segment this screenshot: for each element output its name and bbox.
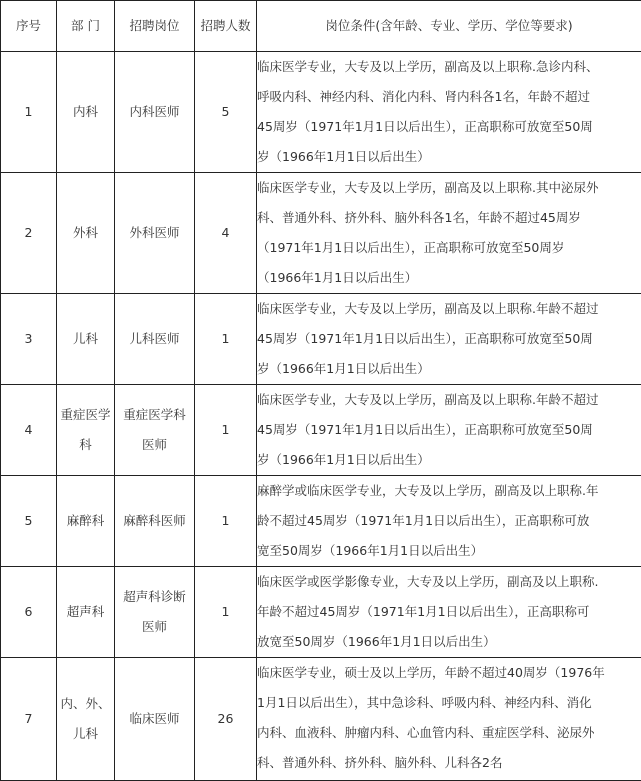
header-row — [1, 1, 641, 52]
req-line: 内科、血液科、肿瘤内科、心血管内科、重症医学科、泌尿外 — [257, 725, 595, 740]
row-index: 4 — [1, 385, 57, 476]
dept-line: 重症医学 — [60, 407, 111, 422]
req-line: 宽至50周岁（1966年1月1日以后出生） — [257, 543, 484, 558]
req-line: 岁（1966年1月1日以后出生） — [257, 361, 430, 376]
table-row — [1, 385, 641, 476]
row-dept: 超声科 — [57, 567, 115, 658]
header-requirements: 岗位条件(含年龄、专业、学历、学位等要求) — [257, 1, 641, 52]
table-row — [1, 52, 641, 173]
row-post: 麻醉科医师 — [115, 476, 195, 567]
row-post: 儿科医师 — [115, 294, 195, 385]
req-line: 临床医学专业，大专及以上学历，副高及以上职称.年龄不超过 — [257, 301, 599, 316]
row-requirements — [257, 658, 641, 781]
row-count: 26 — [195, 658, 257, 781]
post-line: 超声科诊断 — [123, 589, 186, 604]
table-row — [1, 294, 641, 385]
row-count: 5 — [195, 52, 257, 173]
post-line: 重症医学科 — [123, 407, 186, 422]
row-index: 3 — [1, 294, 57, 385]
row-post: 外科医师 — [115, 173, 195, 294]
row-requirements — [257, 567, 641, 658]
table-row — [1, 476, 641, 567]
req-line: （1966年1月1日以后出生） — [257, 270, 418, 285]
req-line: 放宽至50周岁（1966年1月1日以后出生） — [257, 634, 496, 649]
row-dept: 儿科 — [57, 294, 115, 385]
table-row — [1, 658, 641, 781]
row-requirements — [257, 476, 641, 567]
row-requirements — [257, 52, 641, 173]
row-dept — [57, 658, 115, 781]
post-line: 医师 — [141, 437, 167, 452]
table-row — [1, 567, 641, 658]
req-line: 岁（1966年1月1日以后出生） — [257, 149, 430, 164]
row-post — [115, 567, 195, 658]
row-dept: 麻醉科 — [57, 476, 115, 567]
req-line: 呼吸内科、神经内科、消化内科、肾内科各1名，年龄不超过 — [257, 89, 590, 104]
req-line: 龄不超过45周岁（1971年1月1日以后出生），正高职称可放 — [257, 513, 590, 528]
post-line: 医师 — [141, 619, 167, 634]
dept-line: 科 — [79, 437, 92, 452]
req-line: 麻醉学或临床医学专业，大专及以上学历，副高及以上职称.年 — [257, 483, 599, 498]
row-count: 1 — [195, 385, 257, 476]
row-post — [115, 385, 195, 476]
header-dept: 部 门 — [57, 1, 115, 52]
row-index: 1 — [1, 52, 57, 173]
row-dept: 外科 — [57, 173, 115, 294]
req-line: 临床医学专业，硕士及以上学历，年龄不超过40周岁（1976年 — [257, 665, 605, 680]
row-count: 1 — [195, 476, 257, 567]
req-line: 岁（1966年1月1日以后出生） — [257, 452, 430, 467]
row-index: 7 — [1, 658, 57, 781]
header-count: 招聘人数 — [195, 1, 257, 52]
row-requirements — [257, 173, 641, 294]
req-line: 年龄不超过45周岁（1971年1月1日以后出生），正高职称可 — [257, 604, 590, 619]
req-line: （1971年1月1日以后出生），正高职称可放宽至50周岁 — [257, 240, 565, 255]
row-index: 5 — [1, 476, 57, 567]
row-requirements — [257, 385, 641, 476]
req-line: 1月1日以后出生），其中急诊科、呼吸内科、神经内科、消化 — [257, 695, 592, 710]
row-dept — [57, 385, 115, 476]
req-line: 45周岁（1971年1月1日以后出生），正高职称可放宽至50周 — [257, 331, 593, 346]
req-line: 临床医学或医学影像专业，大专及以上学历，副高及以上职称. — [257, 574, 599, 589]
req-line: 45周岁（1971年1月1日以后出生），正高职称可放宽至50周 — [257, 422, 593, 437]
req-line: 临床医学专业，大专及以上学历，副高及以上职称.其中泌尿外 — [257, 180, 599, 195]
table-row — [1, 173, 641, 294]
req-line: 科、普通外科、挤外科、脑外科各1名，年龄不超过45周岁 — [257, 210, 581, 225]
req-line: 科、普通外科、挤外科、脑外科、儿科各2名 — [257, 755, 503, 770]
header-index: 序号 — [1, 1, 57, 52]
dept-line: 内、外、 — [60, 696, 111, 711]
row-count: 1 — [195, 567, 257, 658]
row-count: 4 — [195, 173, 257, 294]
header-post: 招聘岗位 — [115, 1, 195, 52]
row-index: 2 — [1, 173, 57, 294]
row-index: 6 — [1, 567, 57, 658]
req-line: 临床医学专业，大专及以上学历，副高及以上职称.急诊内科、 — [257, 59, 599, 74]
row-post: 临床医师 — [115, 658, 195, 781]
req-line: 45周岁（1971年1月1日以后出生），正高职称可放宽至50周 — [257, 119, 593, 134]
row-post: 内科医师 — [115, 52, 195, 173]
dept-line: 儿科 — [72, 726, 98, 741]
row-requirements — [257, 294, 641, 385]
row-dept: 内科 — [57, 52, 115, 173]
req-line: 临床医学专业，大专及以上学历，副高及以上职称.年龄不超过 — [257, 392, 599, 407]
row-count: 1 — [195, 294, 257, 385]
